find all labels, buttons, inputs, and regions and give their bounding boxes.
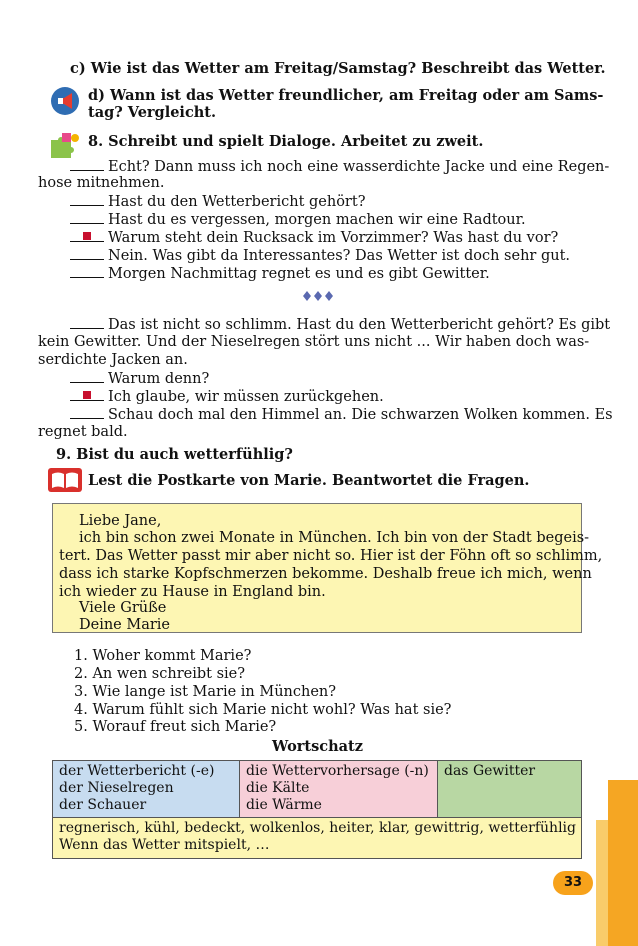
postcard-line: ich bin schon zwei Monate in München. Ich bin von der Stadt begeis- xyxy=(79,530,590,546)
dialog-line: Das ist nicht so schlimm. Hast du den Wetterbericht gehört? Es gibt xyxy=(70,316,610,334)
postcard xyxy=(52,503,603,633)
postcard-closing: Viele Grüße xyxy=(79,600,167,616)
vocab-phrase: regnerisch, kühl, bedeckt, wolkenlos, heiter, klar, gewittrig, wetterfühlig xyxy=(59,820,576,836)
page-number: 33 xyxy=(553,871,593,895)
vocab-cell-green xyxy=(437,760,582,818)
blank-field[interactable] xyxy=(70,247,104,260)
vocab-word: die Kälte xyxy=(246,780,310,796)
question-item: 5. Worauf freut sich Marie? xyxy=(74,719,277,735)
task-9-instruction: Lest die Postkarte von Marie. Beantwortet die Fragen. xyxy=(88,472,530,489)
dialog-line: Warum denn? xyxy=(70,370,209,388)
vocab-cell-yellow xyxy=(52,817,582,859)
question-item: 4. Warum fühlt sich Marie nicht wohl? Was hat sie? xyxy=(74,702,452,718)
vocab-word: das Gewitter xyxy=(444,763,536,779)
open-book-icon xyxy=(48,468,82,492)
blank-field[interactable] xyxy=(70,316,104,329)
question-item: 3. Wie lange ist Marie in München? xyxy=(74,684,337,700)
dialog-line: Echt? Dann muss ich noch eine wasserdichte Jacke und eine Regen- xyxy=(70,158,609,176)
blank-field[interactable] xyxy=(70,158,104,171)
blank-field-marked[interactable] xyxy=(70,229,104,242)
vocab-word: die Wärme xyxy=(246,797,322,813)
vocab-word: der Wetterbericht (-e) xyxy=(59,763,215,779)
postcard-greeting: Liebe Jane, xyxy=(79,513,162,529)
dialog-line: Nein. Was gibt da Interessantes? Das Wetter ist doch sehr gut. xyxy=(70,247,570,265)
vocab-title: Wortschatz xyxy=(272,738,363,755)
dialog-line: Hast du den Wetterbericht gehört? xyxy=(70,193,365,211)
vocab-cell-pink xyxy=(239,760,438,818)
vocab-word: die Wettervorhersage (-n) xyxy=(246,763,429,779)
puzzle-icon xyxy=(48,130,78,160)
blank-field-marked[interactable] xyxy=(70,388,104,401)
dialog-line-continued: serdichte Jacken an. xyxy=(38,352,188,368)
task-7c: c) Wie ist das Wetter am Freitag/Samstag? Beschreibt das Wetter. xyxy=(70,60,606,77)
dialog-line: Schau doch mal den Himmel an. Die schwarzen Wolken kommen. Es xyxy=(70,406,613,424)
postcard-line: tert. Das Wetter passt mir aber nicht so. Hier ist der Föhn oft so schlimm, xyxy=(59,548,603,564)
task-8-title: 8. Schreibt und spielt Dialoge. Arbeitet zu zweit. xyxy=(88,133,484,150)
postcard-signature: Deine Marie xyxy=(79,617,171,633)
dialog-line: Morgen Nachmittag regnet es und es gibt Gewitter. xyxy=(70,265,490,283)
page-edge-decoration xyxy=(608,780,638,946)
question-item: 2. An wen schreibt sie? xyxy=(74,666,246,682)
blank-field[interactable] xyxy=(70,211,104,224)
blank-field[interactable] xyxy=(70,406,104,419)
blank-field[interactable] xyxy=(70,370,104,383)
vocab-phrase: Wenn das Wetter mitspielt, … xyxy=(59,837,270,853)
vocab-word: der Nieselregen xyxy=(59,780,174,796)
diamond-separator-icon xyxy=(302,290,334,307)
task-7d-line2: tag? Vergleicht. xyxy=(88,104,217,121)
dialog-line-continued: kein Gewitter. Und der Nieselregen stört uns nicht ... Wir haben doch was- xyxy=(38,334,590,350)
dialog-line-continued: hose mitnehmen. xyxy=(38,175,165,191)
question-item: 1. Woher kommt Marie? xyxy=(74,648,252,664)
vocab-word: der Schauer xyxy=(59,797,147,813)
dialog-line: Warum steht dein Rucksack im Vorzimmer? Was hast du vor? xyxy=(70,229,558,247)
dialog-line: Hast du es vergessen, morgen machen wir eine Radtour. xyxy=(70,211,526,229)
vocab-cell-blue xyxy=(52,760,240,818)
blank-field[interactable] xyxy=(70,265,104,278)
megaphone-icon xyxy=(50,86,80,116)
postcard-line: ich wieder zu Hause in England bin. xyxy=(59,584,326,600)
dialog-line-continued: regnet bald. xyxy=(38,424,128,440)
blank-field[interactable] xyxy=(70,193,104,206)
dialog-line: Ich glaube, wir müssen zurückgehen. xyxy=(70,388,384,406)
task-7d-line1: d) Wann ist das Wetter freundlicher, am Freitag oder am Sams- xyxy=(88,87,604,104)
page-edge-decoration-light xyxy=(596,820,608,946)
task-9-title: 9. Bist du auch wetterfühlig? xyxy=(56,446,293,463)
postcard-line: dass ich starke Kopfschmerzen bekomme. Deshalb freue ich mich, wenn xyxy=(59,566,592,582)
